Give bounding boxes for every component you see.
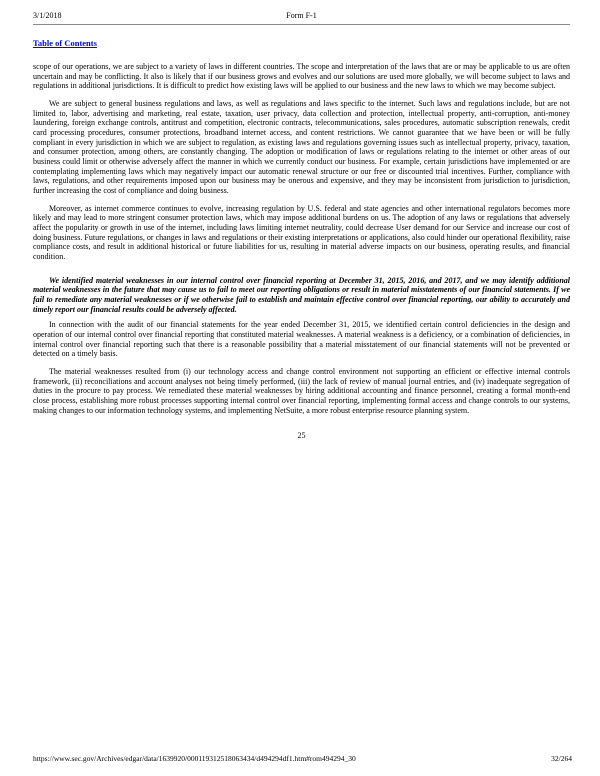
- print-footer: [33, 754, 572, 763]
- paragraph-weaknesses-remediation: The material weaknesses resulted from (i) our technology access and change control environment not supporting an efficient or effective internal controls framework, (ii) reconciliations and account analyses not being timely performed, (iii) the lack of review of manual journal entries, and (iv) inadequate segregation of duties in the procure to pay process. We remediated these material weaknesses by hiring additional accounting and finance personnel, creating a formal month-end close process, establishing more robust processes supporting internal control over financial reporting, implementing formal access and change controls to our systems, making changes to our information technology systems, and implementing NetSuite, a more robust enterprise resource planning system.: [33, 367, 570, 415]
- print-header: [33, 0, 570, 21]
- paragraph-internet-commerce: Moreover, as internet commerce continues to evolve, increasing regulation by U.S. federal and state agencies and other international regulators becomes more likely and may lead to more stringent consumer protection laws, which may impose additional burdens on us. The adoption of any laws or regulations that adversely affect the popularity or growth in use of the internet, including laws limiting internet neutrality, could decrease User demand for our Service and increase our cost of doing business. Future regulations, or changes in laws and regulations or their existing interpretations or applications, also could hinder our operational flexibility, raise compliance costs, and result in additional historical or future liabilities for us, resulting in material adverse impacts on our business, operating results, and financial condition.: [33, 203, 570, 262]
- paragraph-regulations: We are subject to general business regulations and laws, as well as regulations and laws specific to the internet. Such laws and regulations include, but are not limited to, labor, advertising and marketing, real estate, taxation, user privacy, data collection and protection, intellectual property, anti-corruption, anti-money laundering, foreign exchange controls, antitrust and competition, electronic contracts, telecommunications, sales procedures, automatic subscription renewals, credit card processing procedures, consumer protections, broadband internet access, and content restrictions. We cannot guarantee that we have been or will be fully compliant in every jurisdiction in which we are subject to regulation, as existing laws and regulations governing issues such as intellectual property, privacy, taxation, and consumer protection, among others, are constantly changing. The adoption or modification of laws or regulations relating to the internet or other areas of our business could limit or otherwise adversely affect the manner in which we currently conduct our business. For example, certain jurisdictions have implemented or are contemplating implementing laws which may negatively impact our automatic renewal structure or our free or discounted trial incentives. Further, compliance with laws, regulations, and other requirements imposed upon our business may be onerous and expensive, and they may be inconsistent from jurisdiction to jurisdiction, further increasing the cost of compliance and doing business.: [33, 99, 570, 196]
- paragraph-audit-2015: In connection with the audit of our financial statements for the year ended December 31, 2015, we identified certain control deficiencies in the design and operation of our internal control over financial reporting that constituted material weaknesses. A material weakness is a deficiency, or a combination of deficiencies, in internal control over financial reporting such that there is a reasonable possibility that a material misstatement of our financial statements will not be prevented or detected on a timely basis.: [33, 320, 570, 359]
- print-date: 3/1/2018: [33, 11, 62, 20]
- footer-url: https://www.sec.gov/Archives/edgar/data/1639920/000119312518063434/d494294df1.htm#rom494294_30: [33, 754, 356, 763]
- footer-page-indicator: 32/264: [551, 754, 572, 763]
- paragraph-continuation: scope of our operations, we are subject to a variety of laws in different countries. The scope and interpretation of the laws that are or may be applicable to us are often uncertain and may be conflicting. It also is likely that if our business grows and evolves and our solutions are used more globally, we will become subject to laws and regulations in additional jurisdictions. It is difficult to predict how existing laws will be applied to our business and the new laws to which we may become subject.: [33, 62, 570, 91]
- header-divider: [33, 24, 570, 25]
- risk-factor-heading-material-weaknesses: We identified material weaknesses in our internal control over financial reporting at December 31, 2015, 2016, and 2017, and we may identify additional material weaknesses in the future that may cause us to fail to meet our reporting obligations or result in material misstatements of our financial statements. If we fail to remediate any material weaknesses or if we otherwise fail to establish and maintain effective control over financial reporting, our ability to accurately and timely report our financial results could be adversely affected.: [33, 275, 570, 314]
- page-number: 25: [297, 430, 306, 440]
- print-form-title: Form F-1: [286, 11, 317, 20]
- table-of-contents-link[interactable]: Table of Contents: [33, 38, 97, 48]
- document-body: [33, 62, 570, 416]
